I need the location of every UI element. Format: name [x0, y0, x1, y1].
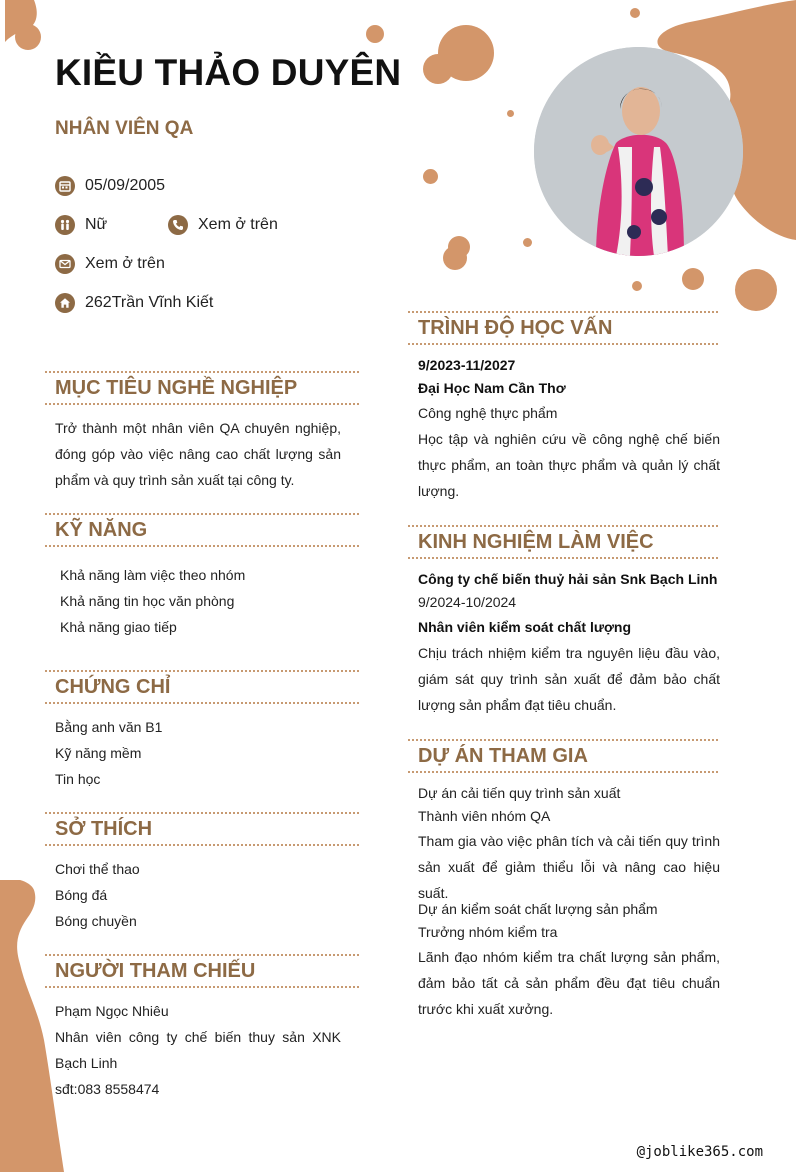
experience-heading-text: KINH NGHIỆM LÀM VIỆC: [418, 531, 654, 553]
hobbies-list: [55, 856, 341, 934]
decor-dot: [523, 238, 532, 247]
decor-dot: [423, 54, 453, 84]
list-item: Bóng chuyền: [55, 913, 137, 929]
education-heading: [408, 311, 718, 345]
list-item: Kỹ năng mềm: [55, 745, 142, 761]
project-name: Dự án cải tiến quy trình sản xuất: [418, 785, 621, 801]
references-block: [55, 998, 341, 1102]
objective-heading: [45, 371, 359, 405]
objective-heading-text: MỤC TIÊU NGHỀ NGHIỆP: [55, 377, 298, 399]
experience-description: Chịu trách nhiệm kiểm tra nguyên liệu đầu vào, giám sát quy trình sản xuất để đảm bảo chất lượng sản phẩm đạt tiêu chuẩn.: [418, 645, 720, 713]
experience-company: Công ty chế biến thuỷ hải sản Snk Bạch Linh: [418, 571, 718, 587]
phone-icon: [168, 215, 188, 235]
birthday-value: 05/09/2005: [85, 177, 166, 194]
education-description: Học tập và nghiên cứu về công nghệ chế biến thực phẩm, an toàn thực phẩm và quản lý chất lượng.: [418, 431, 720, 499]
phone-value: Xem ở trên: [198, 216, 278, 233]
certificates-heading: [45, 670, 359, 704]
project-name: Dự án kiểm soát chất lượng sản phẩm: [418, 901, 658, 917]
list-item: Bằng anh văn B1: [55, 719, 163, 735]
certificates-list: [55, 714, 341, 792]
education-major: Công nghệ thực phẩm: [418, 405, 558, 421]
calendar-icon: [55, 176, 75, 196]
decor-dot: [507, 110, 514, 117]
references-heading-text: NGƯỜI THAM CHIẾU: [55, 960, 256, 982]
list-item: Khả năng giao tiếp: [60, 619, 177, 635]
list-item: Tin học: [55, 771, 101, 787]
skills-heading-text: KỸ NĂNG: [55, 519, 148, 541]
experience-period: 9/2024-10/2024: [418, 594, 517, 610]
project-role: Trưởng nhóm kiểm tra: [418, 924, 558, 940]
decor-dot: [423, 169, 438, 184]
job-title: NHÂN VIÊN QA: [55, 118, 194, 139]
experience-block: [418, 568, 720, 718]
email-row: [55, 254, 165, 274]
objective-text: Trở thành một nhân viên QA chuyên nghiệp, đóng góp vào việc nâng cao chất lượng sản phẩm và quy trình sản xuất tại công ty.: [55, 420, 341, 488]
education-block: [418, 354, 720, 504]
birthday-row: [55, 176, 165, 196]
project-description: Lãnh đạo nhóm kiểm tra chất lượng sản phẩm, đảm bảo tất cả sản phẩm đều đạt tiêu chuẩn trước khi xuất xưởng.: [418, 949, 720, 1017]
decor-dot: [632, 281, 642, 291]
projects-heading-text: DỰ ÁN THAM GIA: [418, 745, 588, 767]
decor-dot: [366, 25, 384, 43]
project-item: [418, 782, 720, 906]
gender-value: Nữ: [85, 216, 108, 233]
certificates-heading-text: CHỨNG CHỈ: [55, 676, 171, 698]
decor-dot: [630, 8, 640, 18]
hobbies-heading: [45, 812, 359, 846]
phone-row: [168, 215, 278, 235]
profile-photo: [534, 47, 743, 256]
experience-position: Nhân viên kiểm soát chất lượng: [418, 619, 632, 635]
address-value: 262Trần Vĩnh Kiết: [85, 294, 214, 311]
experience-heading: [408, 525, 718, 559]
candidate-name: KIỀU THẢO DUYÊN: [55, 52, 402, 93]
project-role: Thành viên nhóm QA: [418, 808, 551, 824]
reference-position: Nhân viên công ty chế biến thuy sản XNK Bạch Linh: [55, 1029, 341, 1071]
hobbies-heading-text: SỞ THÍCH: [55, 818, 153, 840]
education-school: Đại Học Nam Cần Thơ: [418, 380, 566, 396]
reference-phone: sđt:083 8558474: [55, 1081, 160, 1097]
gender-row: [55, 215, 107, 235]
skills-heading: [45, 513, 359, 547]
project-description: Tham gia vào việc phân tích và cải tiến quy trình sản xuất để giảm thiểu lỗi và nâng cao hiệu suất.: [418, 833, 720, 901]
projects-heading: [408, 739, 718, 773]
skills-list: [60, 562, 346, 640]
decor-dot: [443, 246, 467, 270]
decor-blob-top-left: [0, 0, 50, 55]
reference-name: Phạm Ngọc Nhiêu: [55, 1003, 169, 1019]
decor-dot: [682, 268, 704, 290]
list-item: Khả năng làm việc theo nhóm: [60, 567, 246, 583]
address-row: [55, 293, 213, 313]
education-period: 9/2023-11/2027: [418, 357, 516, 373]
project-item: [418, 898, 720, 1022]
email-value: Xem ở trên: [85, 255, 165, 272]
education-heading-text: TRÌNH ĐỘ HỌC VẤN: [418, 317, 613, 339]
references-heading: [45, 954, 359, 988]
email-icon: [55, 254, 75, 274]
list-item: Chơi thể thao: [55, 861, 140, 877]
decor-dot: [735, 269, 777, 311]
gender-icon: [55, 215, 75, 235]
footer-watermark: @joblike365.com: [636, 1144, 763, 1160]
list-item: Bóng đá: [55, 887, 108, 903]
home-icon: [55, 293, 75, 313]
list-item: Khả năng tin học văn phòng: [60, 593, 235, 609]
